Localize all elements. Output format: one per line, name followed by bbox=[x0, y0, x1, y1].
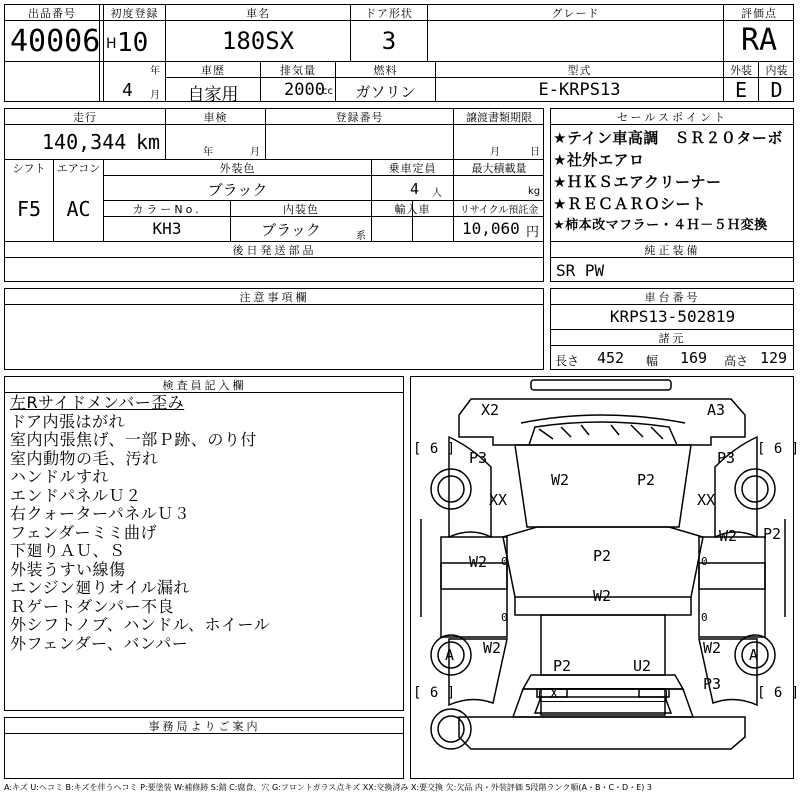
damage-mark: XX bbox=[697, 491, 716, 509]
dimensions-label: 諸元 bbox=[658, 332, 687, 345]
damage-mark: P3 bbox=[469, 449, 488, 467]
damage-mark: W2 bbox=[593, 587, 612, 605]
recycle-unit: 円 bbox=[526, 225, 540, 240]
interior-grade: D bbox=[770, 78, 783, 102]
shift: F5 bbox=[16, 197, 42, 221]
doors: 3 bbox=[381, 27, 397, 55]
mileage-unit: km bbox=[136, 130, 161, 154]
damage-mark: W2 bbox=[719, 527, 738, 545]
interior-color-label: 内装色 bbox=[283, 203, 319, 216]
inspector-note: エンドパネルＵ２ bbox=[10, 485, 142, 505]
first-registration-label: 初度登録 bbox=[110, 7, 159, 20]
year-unit: 年 bbox=[150, 66, 160, 77]
width: 169 bbox=[680, 349, 708, 367]
later-parts-label: 後日発送部品 bbox=[232, 244, 317, 257]
interior-grade-label: 内装 bbox=[765, 64, 788, 77]
inspector-note: 外フェンダー、バンパー bbox=[10, 633, 189, 653]
length-label: 長さ bbox=[555, 354, 580, 368]
displacement: 2000 bbox=[284, 80, 325, 100]
rear-bumper bbox=[539, 688, 667, 702]
capacity-unit: 人 bbox=[432, 188, 442, 199]
inspector-label: 検査員記入欄 bbox=[162, 379, 247, 392]
car-name-label: 車名 bbox=[246, 7, 270, 20]
displacement-label: 排気量 bbox=[280, 64, 316, 77]
recycle-label: リサイクル預託金 bbox=[459, 205, 539, 216]
damage-mark: A bbox=[445, 646, 455, 664]
score: RA bbox=[740, 23, 778, 58]
damage-map bbox=[410, 376, 800, 779]
damage-mark: 0 bbox=[701, 611, 708, 624]
max-load-unit: kg bbox=[528, 186, 541, 197]
sales-point-item: ★柿本改マフラー・４Ｈ－５Ｈ変換 bbox=[553, 218, 768, 233]
import-label: 輸入車 bbox=[394, 203, 431, 216]
damage-mark: A3 bbox=[707, 401, 726, 419]
month-unit: 月 bbox=[150, 90, 160, 101]
mileage-label: 走行 bbox=[73, 111, 97, 124]
height: 129 bbox=[760, 349, 788, 367]
registration-month: 4 bbox=[122, 80, 133, 101]
interior-color: ブラック bbox=[261, 221, 321, 239]
model: E-KRPS13 bbox=[538, 80, 621, 100]
damage-mark: W2 bbox=[483, 639, 502, 657]
standard-equipment-label: 純正装備 bbox=[644, 244, 701, 257]
damage-mark: P3 bbox=[717, 449, 736, 467]
inspection-label: 車検 bbox=[203, 111, 228, 124]
car-name: 180SX bbox=[221, 27, 295, 55]
inspector-note: Ｒゲートダンパー不良 bbox=[10, 596, 175, 616]
inspector-note: 下廻りＡＵ、Ｓ bbox=[10, 541, 126, 560]
transfer-label: 譲渡書類期限 bbox=[466, 111, 532, 124]
inspector-note: 左Rサイドメンバー歪み bbox=[10, 394, 185, 412]
inspection-year-unit: 年 bbox=[203, 147, 213, 158]
color-number: KH3 bbox=[152, 219, 182, 238]
exterior-grade-label: 外装 bbox=[730, 64, 752, 77]
grade-label: グレード bbox=[551, 7, 600, 20]
sales-point-item: ★テイン車高調 ＳＲ２０ターボ bbox=[553, 129, 783, 147]
ac: AC bbox=[66, 197, 91, 221]
lot-number-label: 出品番号 bbox=[28, 7, 76, 20]
notes-label: 注意事項欄 bbox=[239, 291, 310, 304]
max-load-label: 最大積載量 bbox=[471, 162, 527, 175]
inspector-note: ハンドルすれ bbox=[10, 467, 110, 486]
interior-color-unit: 系 bbox=[356, 231, 366, 242]
damage-mark: A bbox=[749, 646, 759, 664]
width-label: 幅 bbox=[646, 354, 659, 368]
fuel-label: 燃料 bbox=[373, 64, 398, 77]
car-diagram bbox=[411, 377, 795, 780]
transfer-month-unit: 月 bbox=[490, 147, 500, 158]
capacity: 4 bbox=[410, 180, 420, 198]
inspector-note: 外装うすい線傷 bbox=[10, 559, 126, 579]
damage-mark: 0 bbox=[501, 555, 508, 568]
chassis-number: KRPS13-502819 bbox=[609, 307, 736, 326]
history-label: 車歴 bbox=[201, 64, 225, 77]
sales-points-list bbox=[553, 127, 793, 237]
damage-mark: P3 bbox=[703, 675, 722, 693]
office-label: 事務局よりご案内 bbox=[148, 720, 261, 733]
inspector-note: エンジン廻りオイル漏れ bbox=[10, 578, 190, 597]
inspector-note: 外シフトノブ、ハンドル、ホイール bbox=[10, 615, 271, 634]
tire-depth-front-left: [ 6 ] bbox=[413, 441, 456, 457]
color-number-label: カラーNo. bbox=[132, 203, 202, 216]
inspector-note: フェンダーミミ曲げ bbox=[10, 522, 158, 542]
inspector-notes bbox=[10, 394, 402, 653]
exterior-color-label: 外装色 bbox=[219, 162, 256, 175]
footer-legend: A:キズ U:ヘコミ B:キズを伴うヘコミ P:要塗装 W:補修跡 S:錆 C:腐食、穴 G:フロントガラス点キズ XX:交換済み X:要交換 欠:欠品 内・外装評価 5段階ランク順(A・B・C・D・E) 3 bbox=[4, 783, 653, 792]
inspector-note: 右クォーターパネルＵ３ bbox=[10, 504, 191, 523]
exterior-grade: E bbox=[734, 78, 748, 102]
displacement-unit: cc bbox=[322, 86, 333, 97]
sales-points-label: セールスポイント bbox=[616, 111, 728, 124]
recycle-fee: 10,060 bbox=[462, 219, 520, 238]
standard-equipment: SR PW bbox=[556, 261, 605, 280]
damage-mark: X2 bbox=[481, 401, 500, 419]
plate-label: 登録番号 bbox=[335, 111, 384, 124]
tire-depth-rear-left: [ 6 ] bbox=[413, 685, 456, 701]
exterior-color: ブラック bbox=[207, 181, 268, 199]
damage-mark: U2 bbox=[633, 657, 652, 675]
damage-mark: P2 bbox=[637, 471, 656, 489]
tire-depth-front-right: [ 6 ] bbox=[757, 441, 800, 457]
damage-mark: 0 bbox=[701, 555, 708, 568]
history: 自家用 bbox=[187, 85, 239, 105]
registration-year: 10 bbox=[117, 28, 149, 58]
inspector-note: 室内動物の毛、汚れ bbox=[10, 448, 159, 468]
mileage: 140,344 bbox=[42, 130, 127, 154]
damage-mark: P2 bbox=[763, 525, 782, 543]
damage-mark: P2 bbox=[593, 547, 612, 565]
damage-mark: 0 bbox=[501, 611, 508, 624]
model-label: 型式 bbox=[567, 64, 592, 77]
score-label: 評価点 bbox=[741, 7, 777, 20]
capacity-label: 乗車定員 bbox=[388, 162, 437, 175]
tire-depth-rear-right: [ 6 ] bbox=[757, 685, 800, 701]
inspector-note: ドア内張はがれ bbox=[10, 411, 126, 431]
damage-mark: W2 bbox=[469, 553, 488, 571]
inspection-month-unit: 月 bbox=[250, 147, 260, 158]
damage-mark: W2 bbox=[703, 639, 722, 657]
transfer-day-unit: 日 bbox=[530, 147, 540, 158]
damage-mark: XX bbox=[489, 491, 508, 509]
inspector-note: 室内内張焦げ、一部Ｐ跡、のり付 bbox=[10, 430, 257, 449]
sales-point-item: ★社外エアロ bbox=[553, 151, 645, 169]
sales-point-item: ★ＲＥＣＡＲＯシート bbox=[553, 195, 707, 213]
length: 452 bbox=[597, 349, 625, 367]
door-label: ドア形状 bbox=[365, 7, 413, 20]
height-label: 高さ bbox=[724, 354, 749, 368]
era: H bbox=[106, 36, 117, 52]
fuel: ガソリン bbox=[355, 83, 416, 101]
chassis-label: 車台番号 bbox=[644, 291, 701, 304]
shift-label: シフト bbox=[12, 162, 46, 175]
sales-point-item: ★ＨＫＳエアクリーナー bbox=[553, 173, 722, 191]
lot-number: 40006 bbox=[10, 24, 101, 59]
damage-mark: P2 bbox=[553, 657, 572, 675]
damage-mark: W2 bbox=[551, 471, 570, 489]
damage-mark: X bbox=[550, 687, 558, 702]
ac-label: エアコン bbox=[56, 162, 101, 175]
